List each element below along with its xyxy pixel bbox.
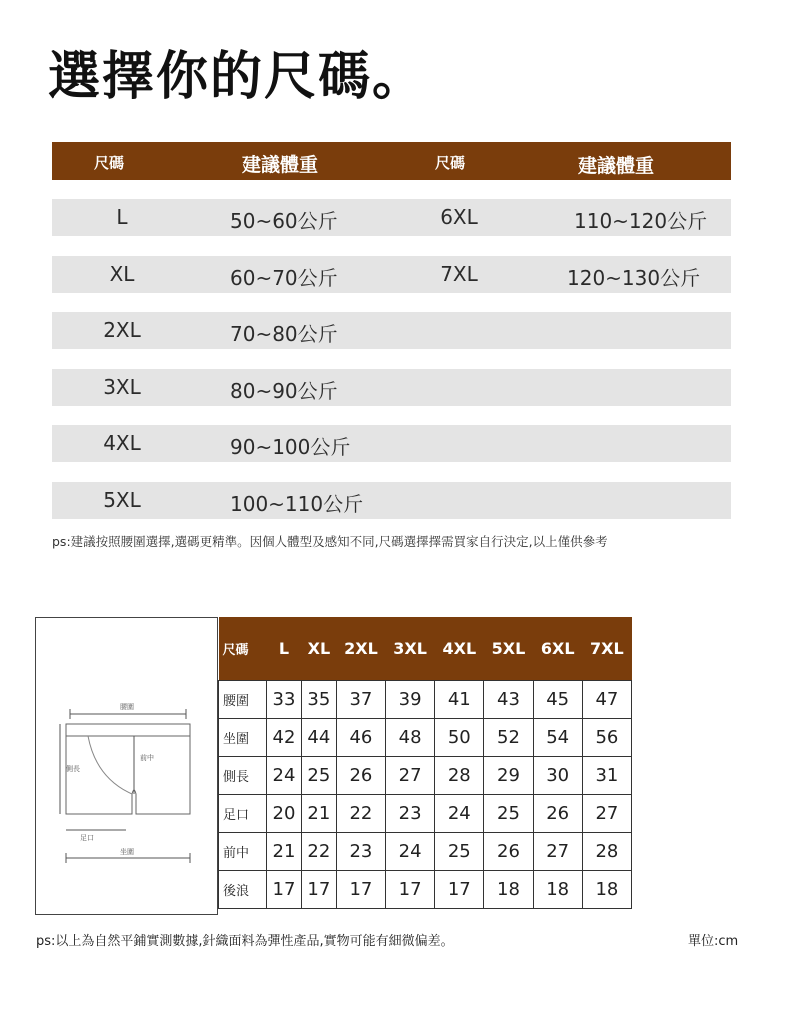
table-cell: 21 (301, 795, 336, 833)
table-cell: 35 (301, 681, 336, 719)
weight-row-5xl (52, 482, 731, 519)
size-col-header: 3XL (386, 617, 435, 681)
table-cell: 47 (582, 681, 631, 719)
weight-table-header (52, 142, 731, 180)
page-title: 選擇你的尺碼。 (48, 47, 427, 107)
corner-cell: 尺碼 (219, 617, 267, 681)
unit-label: 單位:cm (688, 934, 739, 949)
weight-row-4xl (52, 425, 731, 462)
weight-cell: 90~100公斤 (230, 435, 351, 459)
size-cell: 3XL (103, 375, 141, 399)
front-label: 前中 (140, 754, 154, 762)
table-cell: 24 (267, 757, 302, 795)
weight-cell: 50~60公斤 (230, 209, 338, 233)
row-label: 腰圍 (219, 681, 267, 719)
table-cell: 27 (582, 795, 631, 833)
size-col-header: 2XL (336, 617, 385, 681)
row-label: 足口 (219, 795, 267, 833)
table-cell: 24 (435, 795, 484, 833)
table-cell: 26 (533, 795, 582, 833)
weight-row-xl (52, 256, 731, 293)
row-label: 坐圍 (219, 719, 267, 757)
table-cell: 28 (435, 757, 484, 795)
sizing-note: ps:建議按照腰圍選擇,選碼更精準。因個人體型及感知不同,尺碼選擇擇需買家自行決定,以上僅供參考 (52, 534, 608, 549)
table-cell: 30 (533, 757, 582, 795)
size-cell: 4XL (103, 431, 141, 455)
table-cell: 17 (267, 871, 302, 909)
table-cell: 23 (336, 833, 385, 871)
weight-cell: 80~90公斤 (230, 379, 338, 403)
weight-row-3xl (52, 369, 731, 406)
table-cell: 17 (336, 871, 385, 909)
table-cell: 22 (336, 795, 385, 833)
size-cell: 5XL (103, 488, 141, 512)
table-cell: 22 (301, 833, 336, 871)
briefs-diagram-svg (36, 618, 219, 916)
table-cell: 23 (386, 795, 435, 833)
table-cell: 56 (582, 719, 631, 757)
row-label: 前中 (219, 833, 267, 871)
table-cell: 26 (336, 757, 385, 795)
size-cell: L (116, 205, 128, 229)
size-cell: 6XL (440, 205, 478, 229)
table-cell: 39 (386, 681, 435, 719)
table-cell: 31 (582, 757, 631, 795)
weight-cell: 60~70公斤 (230, 266, 338, 290)
header-weight-2: 建議體重 (578, 155, 655, 177)
size-cell: 2XL (103, 318, 141, 342)
table-row (219, 757, 632, 795)
size-col-header: L (267, 617, 302, 681)
table-cell: 48 (386, 719, 435, 757)
table-cell: 18 (484, 871, 533, 909)
table-cell: 17 (386, 871, 435, 909)
table-row (219, 871, 632, 909)
table-row (219, 719, 632, 757)
table-cell: 28 (582, 833, 631, 871)
table-cell: 33 (267, 681, 302, 719)
table-cell: 17 (301, 871, 336, 909)
row-label: 後浪 (219, 871, 267, 909)
weight-cell: 120~130公斤 (567, 266, 701, 290)
table-cell: 37 (336, 681, 385, 719)
table-cell: 25 (301, 757, 336, 795)
table-cell: 26 (484, 833, 533, 871)
table-cell: 18 (582, 871, 631, 909)
table-row (219, 681, 632, 719)
table-cell: 50 (435, 719, 484, 757)
header-size-1: 尺碼 (94, 154, 125, 172)
table-cell: 27 (386, 757, 435, 795)
size-col-header: 5XL (484, 617, 533, 681)
size-cell: XL (109, 262, 135, 286)
table-cell: 25 (435, 833, 484, 871)
table-cell: 18 (533, 871, 582, 909)
weight-cell: 100~110公斤 (230, 492, 364, 516)
side-label: 側長 (66, 765, 80, 773)
table-cell: 20 (267, 795, 302, 833)
table-cell: 52 (484, 719, 533, 757)
size-chart-header (219, 617, 632, 681)
leg-label: 足口 (80, 834, 94, 842)
table-cell: 24 (386, 833, 435, 871)
size-col-header: 4XL (435, 617, 484, 681)
table-cell: 54 (533, 719, 582, 757)
weight-cell: 110~120公斤 (574, 209, 708, 233)
size-col-header: 7XL (582, 617, 631, 681)
waist-label: 腰圍 (120, 703, 134, 711)
row-label: 側長 (219, 757, 267, 795)
size-cell: 7XL (440, 262, 478, 286)
table-cell: 41 (435, 681, 484, 719)
table-row (219, 795, 632, 833)
table-cell: 46 (336, 719, 385, 757)
table-cell: 45 (533, 681, 582, 719)
measurement-note: ps:以上為自然平鋪實測數據,針織面料為彈性產品,實物可能有細微偏差。 (36, 934, 454, 949)
table-cell: 44 (301, 719, 336, 757)
measurement-diagram (35, 617, 218, 915)
weight-row-2xl (52, 312, 731, 349)
table-cell: 17 (435, 871, 484, 909)
table-cell: 27 (533, 833, 582, 871)
table-cell: 43 (484, 681, 533, 719)
header-size-2: 尺碼 (435, 154, 466, 172)
header-weight-1: 建議體重 (242, 154, 319, 176)
table-cell: 25 (484, 795, 533, 833)
table-cell: 29 (484, 757, 533, 795)
table-cell: 21 (267, 833, 302, 871)
weight-cell: 70~80公斤 (230, 322, 338, 346)
size-col-header: 6XL (533, 617, 582, 681)
size-col-header: XL (301, 617, 336, 681)
table-row (219, 833, 632, 871)
hip-label: 坐圍 (120, 848, 134, 856)
weight-row-l (52, 199, 731, 236)
table-cell: 42 (267, 719, 302, 757)
size-chart-table (218, 617, 632, 909)
